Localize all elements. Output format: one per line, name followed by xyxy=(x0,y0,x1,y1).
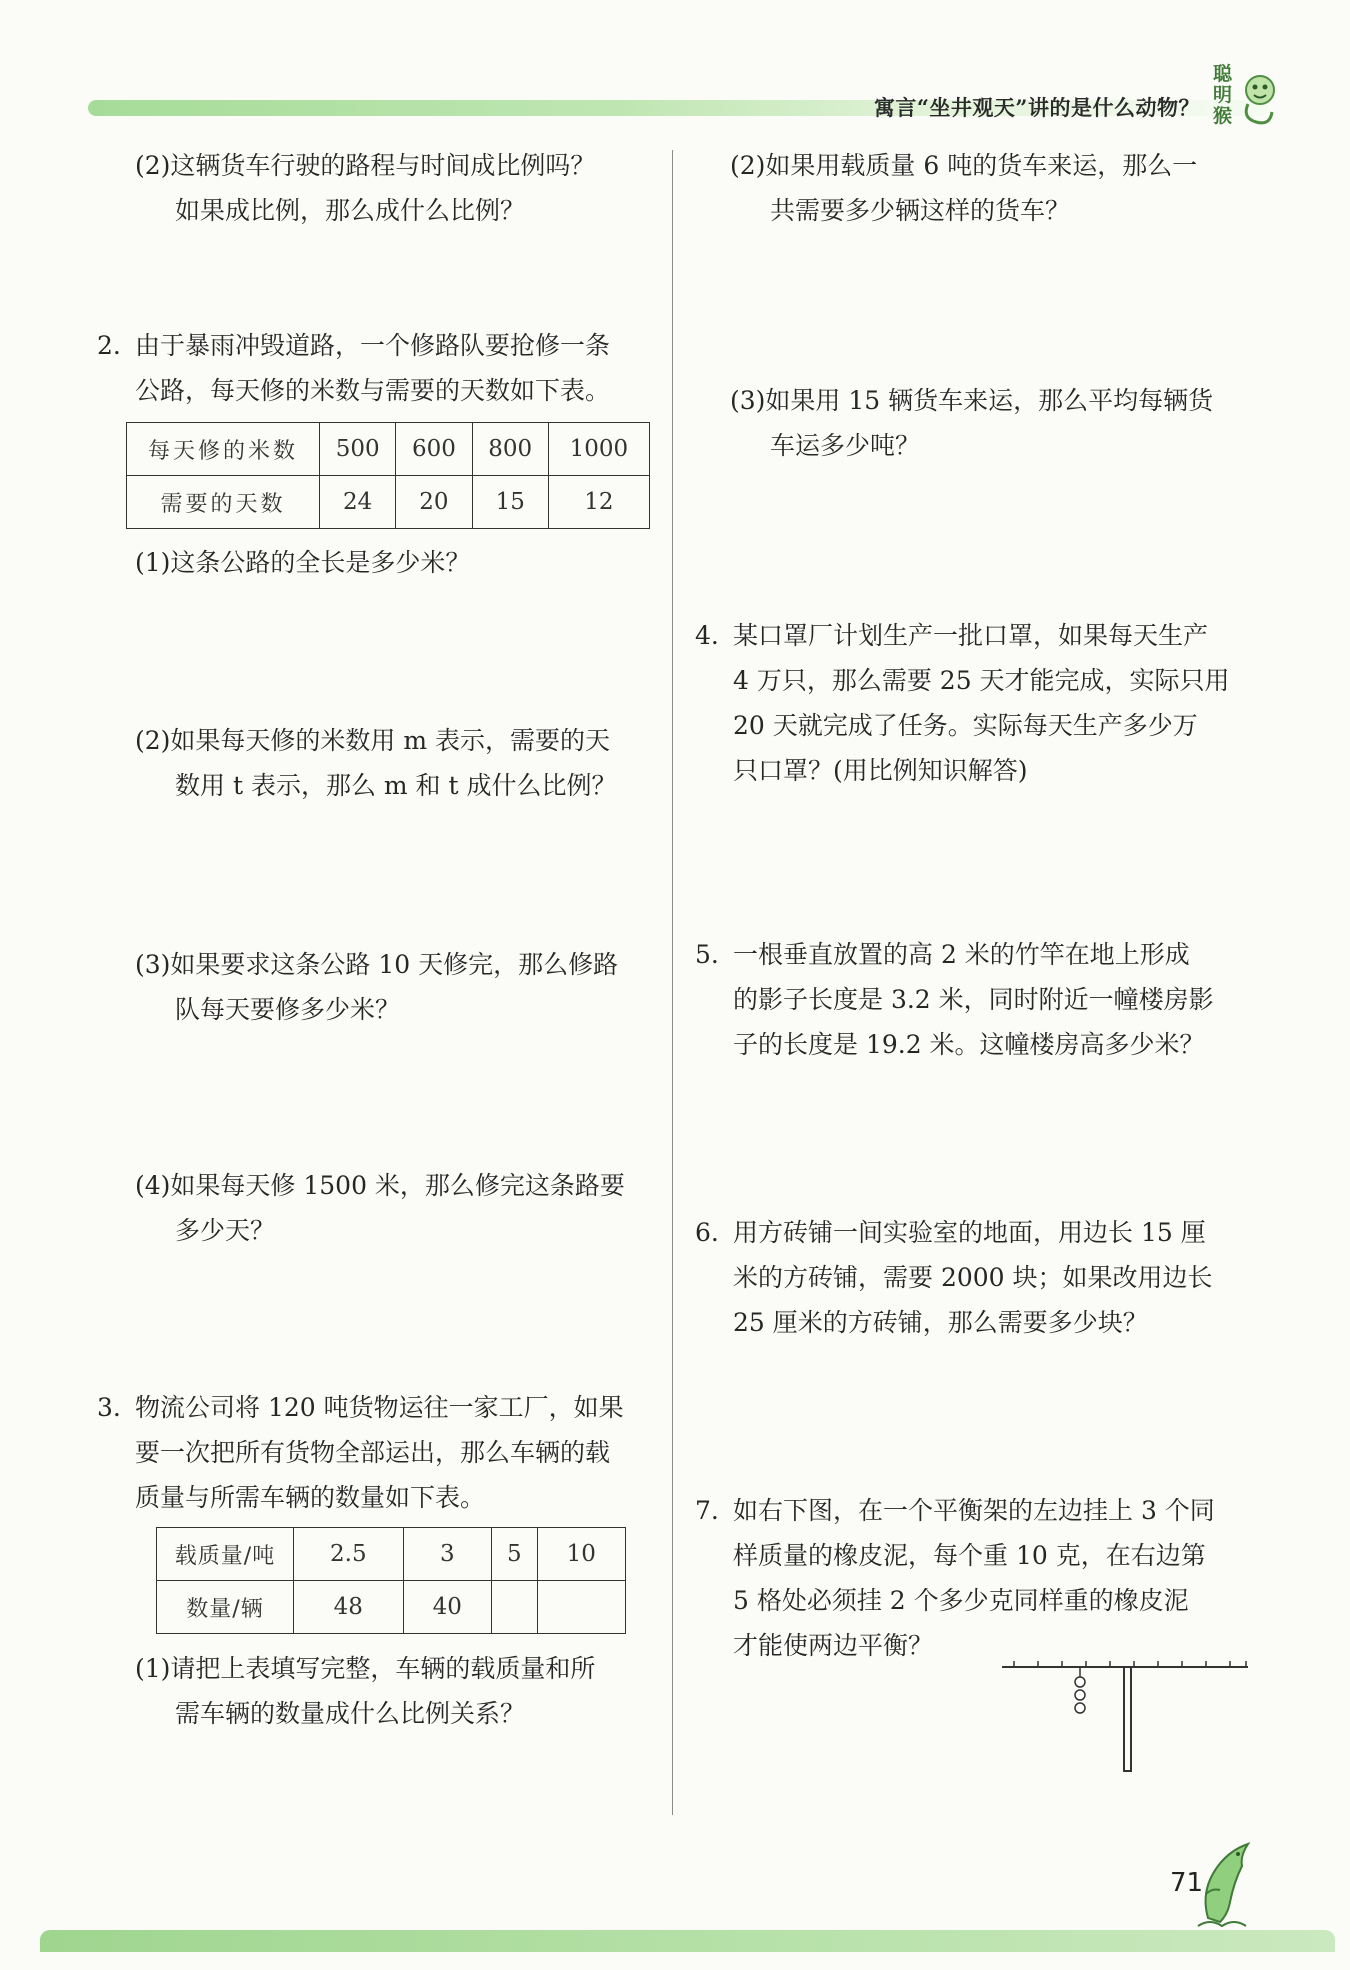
footer-band xyxy=(40,1930,1335,1952)
table-row-label: 需要的天数 xyxy=(127,476,320,529)
q4-number: 4. xyxy=(695,621,719,650)
q3-stem: 物流公司将 120 吨货物运往一家工厂，如果 要一次把所有货物全部运出，那么车辆的载 质量与所需车辆的数量如下表。 xyxy=(135,1393,624,1512)
q5-text: 一根垂直放置的高 2 米的竹竿在地上形成 的影子长度是 3.2 米，同时附近一幢楼房影 子的长度是 19.2 米。这幢楼房高多少米？ xyxy=(733,940,1214,1059)
q3-sub2: (2)如果用载质量 6 吨的货车来运，那么一 共需要多少辆这样的货车？ xyxy=(730,151,1198,225)
table-cell: 12 xyxy=(548,476,649,529)
q7-number: 7. xyxy=(695,1496,719,1525)
table-cell: 20 xyxy=(396,476,472,529)
table-row xyxy=(157,1528,626,1581)
column-divider xyxy=(672,150,673,1815)
table-cell-blank[interactable] xyxy=(491,1581,537,1634)
clay-weights xyxy=(1075,1667,1085,1713)
q1-sub2: (2)这辆货车行驶的路程与时间成比例吗？ 如果成比例，那么成什么比例？ xyxy=(135,151,596,225)
table-cell: 10 xyxy=(537,1528,625,1581)
table-cell: 2.5 xyxy=(294,1528,404,1581)
brand-logo: 聪 明 猴 xyxy=(1213,63,1233,127)
table-cell: 24 xyxy=(320,476,396,529)
table-row-label: 载质量/吨 xyxy=(157,1528,294,1581)
q2-number: 2. xyxy=(97,331,121,360)
q2-sub4: (4)如果每天修 1500 米，那么修完这条路要 多少天？ xyxy=(135,1171,625,1245)
table-cell: 800 xyxy=(472,423,548,476)
page-number: 71 xyxy=(1170,1868,1204,1898)
dolphin-icon xyxy=(1190,1830,1260,1930)
q3-sub3: (3)如果用 15 辆货车来运，那么平均每辆货 车运多少吨？ xyxy=(730,386,1214,460)
table-cell-blank[interactable] xyxy=(537,1581,625,1634)
q5-number: 5. xyxy=(695,940,719,969)
table-row xyxy=(127,476,650,529)
q6-text: 用方砖铺一间实验室的地面，用边长 15 厘 米的方砖铺，需要 2000 块；如果改用边长 25 厘米的方砖铺，那么需要多少块？ xyxy=(733,1218,1213,1337)
header-riddle: 寓言“坐井观天”讲的是什么动物？ xyxy=(873,95,1200,120)
table-cell: 40 xyxy=(403,1581,491,1634)
q3-sub1: (1)请把上表填写完整，车辆的载质量和所 需车辆的数量成什么比例关系？ xyxy=(135,1654,596,1728)
table-cell: 600 xyxy=(396,423,472,476)
q2-sub2: (2)如果每天修的米数用 m 表示，需要的天 数用 t 表示，那么 m 和 t 成什么比例？ xyxy=(135,726,617,800)
balance-scale-diagram xyxy=(1000,1655,1250,1775)
table-cell: 1000 xyxy=(548,423,649,476)
q6-number: 6. xyxy=(695,1218,719,1247)
q3-number: 3. xyxy=(97,1393,121,1422)
table-row xyxy=(127,423,650,476)
table-cell: 15 xyxy=(472,476,548,529)
q4-text: 某口罩厂计划生产一批口罩，如果每天生产 4 万只，那么需要 25 天才能完成，实际只用 20 天就完成了任务。实际每天生产多少万 只口罩？(用比例知识解答) xyxy=(733,621,1230,785)
q7-text: 如右下图，在一个平衡架的左边挂上 3 个同 样质量的橡皮泥，每个重 10 克，在右边第 5 格处必须挂 2 个多少克同样重的橡皮泥 才能使两边平衡？ xyxy=(733,1496,1215,1660)
table-row-label: 每天修的米数 xyxy=(127,423,320,476)
table-cell: 48 xyxy=(294,1581,404,1634)
table-row xyxy=(157,1581,626,1634)
table-cell: 3 xyxy=(403,1528,491,1581)
q2-sub1: (1)这条公路的全长是多少米？ xyxy=(135,548,471,577)
q2-table xyxy=(126,422,650,529)
balance-stand xyxy=(1124,1667,1131,1771)
table-cell: 500 xyxy=(320,423,396,476)
q2-sub3: (3)如果要求这条公路 10 天修完，那么修路 队每天要修多少米？ xyxy=(135,950,619,1024)
q2-stem: 由于暴雨冲毁道路，一个修路队要抢修一条 公路，每天修的米数与需要的天数如下表。 xyxy=(135,331,611,405)
table-cell: 5 xyxy=(491,1528,537,1581)
q3-table xyxy=(156,1527,626,1634)
table-row-label: 数量/辆 xyxy=(157,1581,294,1634)
